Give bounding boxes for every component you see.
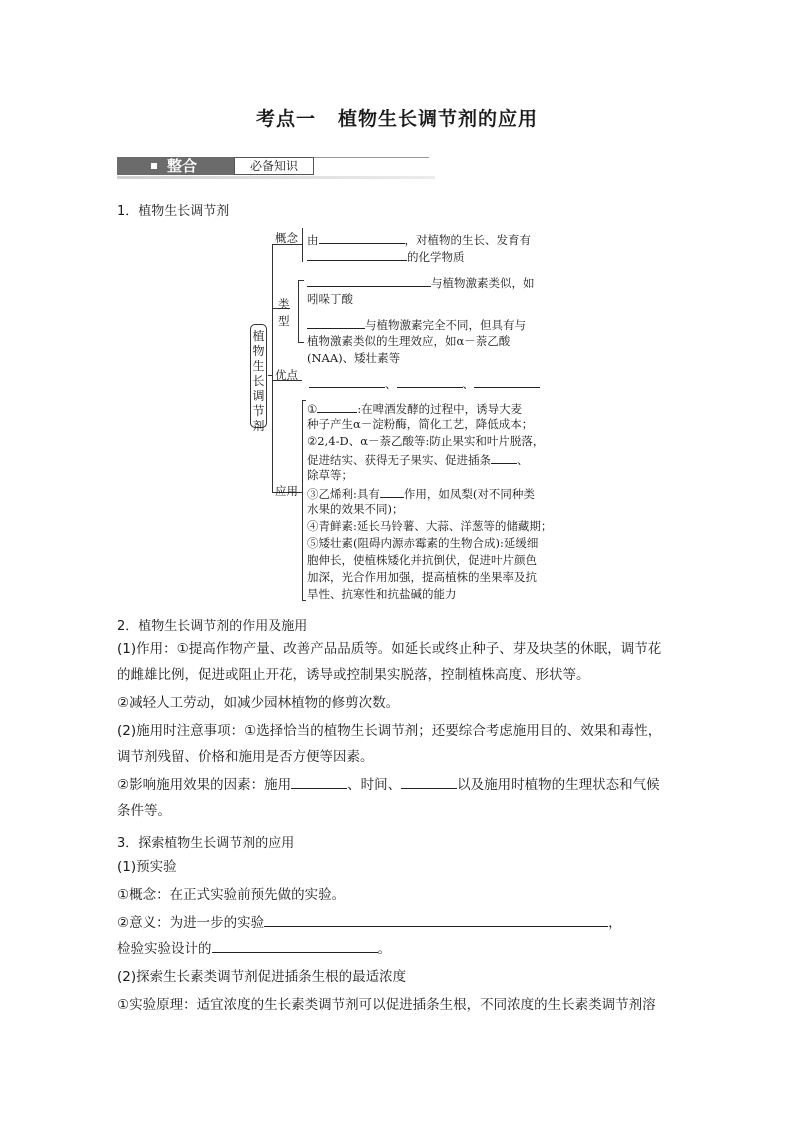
blank (380, 483, 404, 498)
blank (309, 373, 385, 388)
type-1-line-2: 吲哚丁酸 (307, 292, 353, 306)
paragraph: (1)作用：①提高作物产量、改善产品品质等。如延长或终止种子、芽及块茎的休眠，调节花 (117, 641, 662, 657)
application-label: 应用 (275, 484, 298, 498)
subheading: (2)探索生长素类调节剂促进插条生根的最适浓度 (117, 969, 407, 985)
square-bullet-icon (151, 163, 157, 169)
concept-label: 概念 (275, 231, 298, 245)
paragraph: 检验实验设计的 。 (117, 936, 681, 962)
type-2-line-3: (NAA)、矮壮素等 (307, 351, 401, 365)
title-part-2: 植物生长调节剂的应用 (338, 108, 539, 130)
section-banner (117, 157, 435, 179)
paragraph: 的雌雄比例，促进或阻止开花，诱导或控制果实脱落，控制植株高度、形状等。 (117, 667, 590, 683)
blank (397, 373, 463, 388)
banner-tag: 必备知识 (234, 157, 314, 175)
blank (212, 938, 378, 953)
blank (291, 774, 347, 789)
application-line-9: ⑤矮壮素(阻碍内源赤霉素的生物合成):延缓细 (307, 536, 539, 550)
application-line-2: 种子产生α－淀粉酶，简化工艺，降低成本； (307, 417, 534, 431)
paragraph: 条件等。 (117, 803, 171, 819)
paragraph: ②影响施用效果的因素：施用 、时间、 以及施用时植物的生理状态和气候 (117, 772, 681, 798)
application-line-11: 加深，光合作用加强，提高植株的坐果率及抗 (307, 570, 537, 584)
application-line-10: 胞伸长，使植株矮化并抗倒伏，促进叶片颜色 (307, 553, 537, 567)
section-2-heading: 2．植物生长调节剂的作用及施用 (117, 619, 308, 634)
application-line-5: 除草等； (307, 468, 353, 482)
paragraph: ①实验原理：适宜浓度的生长素类调节剂可以促进插条生根，不同浓度的生长素类调节剂溶 (117, 997, 656, 1013)
application-line-8: ④青鲜素:延长马铃薯、大蒜、洋葱等的储藏期； (307, 519, 553, 533)
concept-line-2: 的化学物质 (307, 246, 465, 266)
blank (307, 314, 365, 329)
type-2-line-2: 植物激素类似的生理效应，如α－萘乙酸 (307, 334, 511, 348)
advantages-label: 优点 (275, 368, 298, 382)
blank (307, 272, 431, 287)
application-line-4: 促进结实、获得无子果实、促进插条 、 (307, 449, 529, 469)
type-2-line-1: 与植物激素完全不同，但具有与 (307, 314, 526, 334)
blank (264, 912, 608, 927)
concept-line-1: 由 ，对植物的生长、发育有 (307, 229, 531, 249)
types-label-2: 型 (278, 314, 290, 328)
application-line-3: ②2,4-D、α－萘乙酸等:防止果实和叶片脱落， (307, 434, 545, 448)
paragraph: ①概念：在正式实验前预先做的实验。 (117, 887, 346, 903)
concept-map-root: 植 物 生 长 调 节 剂 (250, 324, 267, 428)
section-3-heading: 3．探索植物生长调节剂的应用 (117, 836, 295, 851)
paragraph: ②意义：为进一步的实验 ， (117, 910, 681, 936)
section-1-heading: 1．植物生长调节剂 (117, 204, 230, 219)
type-1-line-1: 与植物激素类似，如 (307, 272, 535, 292)
blank (319, 229, 405, 244)
subheading: (1)预实验 (117, 859, 177, 875)
banner-underline (117, 176, 435, 179)
banner-label: 整合 (167, 157, 198, 175)
advantages-blanks: 、 、 (309, 373, 540, 393)
blank (474, 373, 540, 388)
paragraph: (2)施用时注意事项：①选择恰当的植物生长调节剂；还要综合考虑施用目的、效果和毒性， (117, 723, 662, 739)
types-label-1: 类 (278, 297, 290, 311)
title-part-1: 考点一 (255, 108, 316, 130)
paragraph: ②减轻人工劳动，如减少园林植物的修剪次数。 (117, 695, 400, 711)
page-title (0, 104, 794, 131)
application-line-6: ③乙烯利:具有 作用，如凤梨(对不同种类 (307, 483, 535, 503)
application-line-1: ① :在啤酒发酵的过程中，诱导大麦 (307, 398, 522, 418)
paragraph: 调节剂残留、价格和施用是否方便等因素。 (117, 749, 374, 765)
blank (317, 398, 357, 413)
blank (307, 246, 407, 261)
application-line-12: 旱性、抗寒性和抗盐碱的能力 (307, 587, 457, 601)
application-line-7: 水果的效果不同)； (307, 502, 404, 516)
blank (401, 774, 457, 789)
blank (491, 449, 517, 464)
